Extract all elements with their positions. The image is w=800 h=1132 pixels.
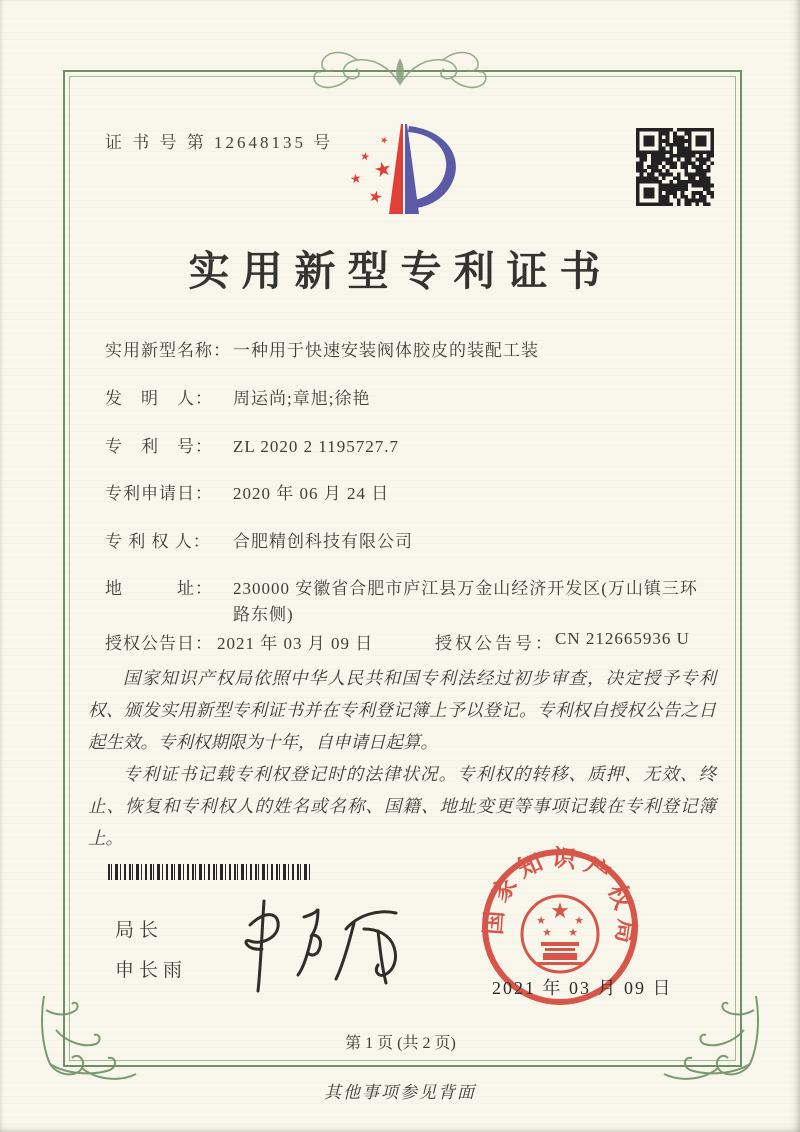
seal-emblem-star: ★: [574, 915, 584, 927]
grant-date-value: 2021 年 03 月 09 日: [217, 634, 374, 653]
legal-paragraph-2: 专利证书记载专利权登记时的法律状况。专利权的转移、质押、无效、终止、恢复和专利权人的姓名或名称、国籍、地址变更等事项记载在专利登记簿上。: [88, 764, 716, 848]
barcode: [108, 864, 312, 880]
top-flourish-ornament: [305, 40, 495, 98]
field-row-utility-model-name: [105, 338, 539, 364]
seal-emblem-gate: [537, 942, 583, 965]
director-signature: [228, 895, 413, 1000]
field-value: 230000 安徽省合肥市庐江县万金山经济开发区(万山镇三环路东侧): [233, 579, 698, 624]
logo-star-icon: ★: [359, 150, 371, 164]
field-value: 一种用于快速安装阀体胶皮的装配工装: [233, 341, 539, 360]
back-side-note: 其他事项参见背面: [324, 1083, 476, 1102]
field-label: 专 利 号：: [105, 437, 213, 456]
grant-number-value: CN 212665936 U: [555, 629, 690, 648]
logo-star-icon: ★: [378, 133, 390, 147]
certificate-title: 实用新型专利证书: [188, 248, 613, 294]
field-row-address: [105, 576, 703, 628]
qr-code: [636, 128, 714, 206]
field-label: 发 明 人：: [105, 389, 213, 408]
field-row-filing-date: [105, 481, 389, 507]
field-row-patentee: [105, 529, 413, 555]
field-value: 2020 年 06 月 24 日: [233, 484, 390, 503]
certificate-number: 证 书 号 第 12648135 号: [105, 133, 334, 152]
field-value: 周运尚;章旭;徐艳: [233, 389, 371, 408]
page-number: 第 1 页 (共 2 页): [345, 1035, 456, 1052]
field-row-patent-number: [105, 434, 399, 460]
field-row-inventors: [105, 386, 370, 412]
seal-emblem-star: ★: [542, 927, 552, 939]
director-title: 局长: [115, 920, 164, 941]
cnipa-logo-icon: [340, 112, 470, 222]
seal-emblem-star: ★: [568, 927, 578, 939]
grant-number-label: 授权公告号：: [435, 634, 555, 653]
field-label: 地 址：: [105, 579, 213, 598]
legal-paragraph-1: 国家知识产权局依照中华人民共和国专利法经过初步审查，决定授予专利权、颁发实用新型专利证书并在专利登记簿上予以登记。专利权自授权公告之日起生效。专利权期限为十年，自申请日起算。: [88, 668, 716, 752]
director-name: 申长雨: [115, 960, 188, 981]
grant-row: [105, 629, 715, 654]
seal-text: 国家知识产权局: [481, 846, 640, 952]
logo-star-icon: ★: [371, 157, 395, 183]
seal-date: 2021 年 03 月 09 日: [492, 978, 673, 998]
seal-emblem-big-star: ★: [550, 898, 570, 923]
legal-text: [88, 662, 716, 854]
field-label: 专利申请日：: [105, 484, 213, 503]
logo-star-icon: ★: [366, 187, 385, 208]
grant-date-label: 授权公告日：: [105, 634, 213, 653]
field-value: 合肥精创科技有限公司: [233, 532, 413, 551]
field-label: 实用新型名称：: [105, 341, 231, 360]
logo-star-icon: ★: [349, 170, 363, 187]
field-value: ZL 2020 2 1195727.7: [233, 437, 400, 456]
field-label: 专 利 权 人：: [105, 532, 211, 551]
seal-emblem-star: ★: [536, 915, 546, 927]
director-block: [115, 915, 187, 995]
